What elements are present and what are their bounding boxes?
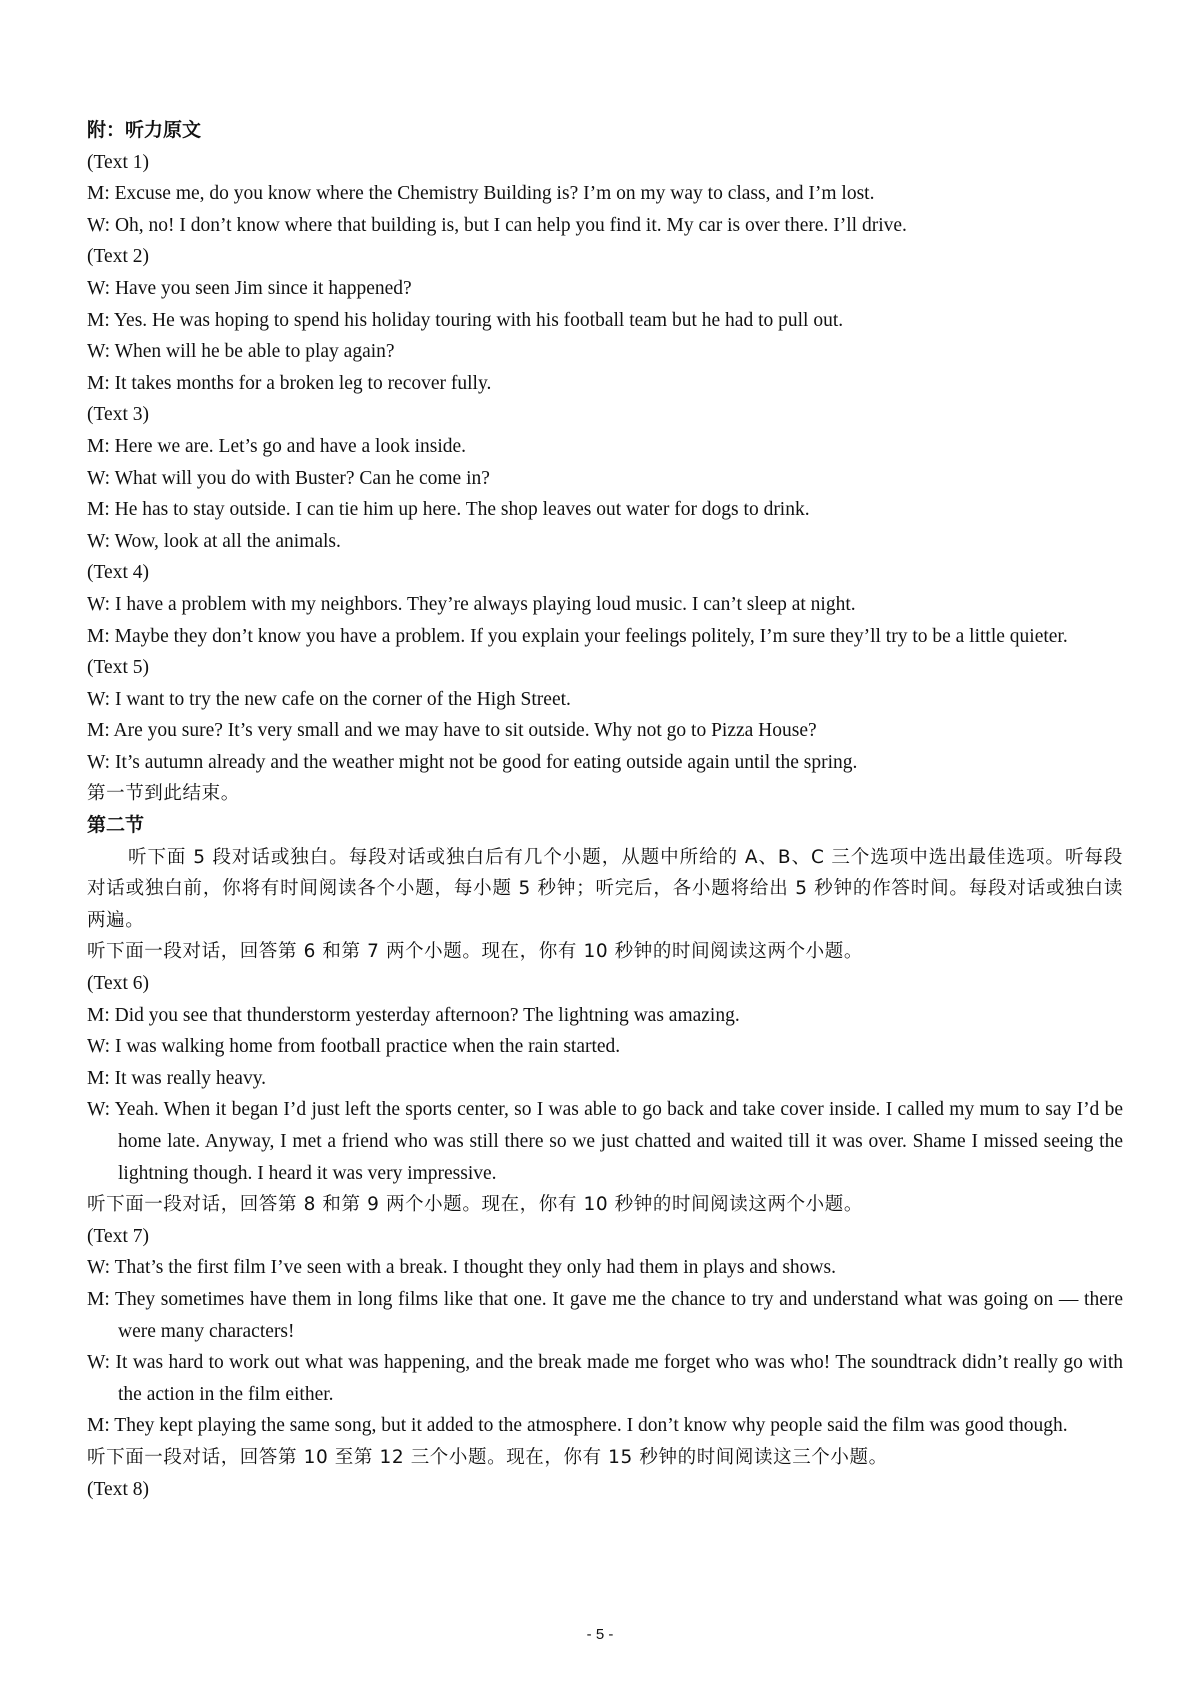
dialogue-line: W: What will you do with Buster? Can he come in? xyxy=(87,467,490,489)
dialogue-line: W: I was walking home from football practice when the rain started. xyxy=(87,1036,621,1058)
instruction-line: 听下面一段对话，回答第 10 至第 12 三个小题。现在，你有 15 秒钟的时间阅读这三个小题。 xyxy=(87,1446,888,1468)
text-label: (Text 3) xyxy=(87,404,149,426)
instruction-line: 听下面一段对话，回答第 6 和第 7 两个小题。现在，你有 10 秒钟的时间阅读这两个小题。 xyxy=(87,941,863,963)
section-heading: 第二节 xyxy=(87,814,145,837)
dialogue-line: M: They kept playing the same song, but it added to the atmosphere. I don’t know why people said the film was good though. xyxy=(87,1415,1068,1437)
dialogue-line: W: It’s autumn already and the weather might not be good for eating outside again until the spring. xyxy=(87,751,858,773)
dialogue-line: W: I want to try the new cafe on the corner of the High Street. xyxy=(87,688,571,710)
dialogue-line: W: Wow, look at all the animals. xyxy=(87,530,341,552)
instruction-paragraph: 听下面 5 段对话或独白。每段对话或独白后有几个小题，从题中所给的 A、B、C 三个选项中选出最佳选项。听每段对话或独白前，你将有时间阅读各个小题，每小题 5 秒钟；听完后，各小题将给出 5 秒钟的作答时间。每段对话或独白读两遍。 xyxy=(87,846,1123,931)
page-number: - 5 - xyxy=(586,1626,614,1643)
dialogue-line: W: That’s the first film I’ve seen with a break. I thought they only had them in plays and shows. xyxy=(87,1257,836,1279)
instruction-line: 第一节到此结束。 xyxy=(87,783,240,805)
dialogue-line: M: They sometimes have them in long films like that one. It gave me the chance to try and understand what was going on — there were many characters! xyxy=(87,1288,1123,1342)
instruction-line: 听下面一段对话，回答第 8 和第 9 两个小题。现在，你有 10 秒钟的时间阅读这两个小题。 xyxy=(87,1194,863,1216)
dialogue-line: W: Oh, no! I don’t know where that building is, but I can help you find it. My car is over there. I’ll drive. xyxy=(87,214,907,236)
dialogue-line: W: Have you seen Jim since it happened? xyxy=(87,277,412,299)
dialogue-line: M: Did you see that thunderstorm yesterday afternoon? The lightning was amazing. xyxy=(87,1004,740,1026)
dialogue-line: M: He has to stay outside. I can tie him up here. The shop leaves out water for dogs to drink. xyxy=(87,499,810,521)
transcript-page xyxy=(87,115,1123,1505)
dialogue-line: M: Excuse me, do you know where the Chemistry Building is? I’m on my way to class, and I’m lost. xyxy=(87,183,875,205)
dialogue-line: M: Are you sure? It’s very small and we may have to sit outside. Why not go to Pizza House? xyxy=(87,720,817,742)
dialogue-line: M: Maybe they don’t know you have a problem. If you explain your feelings politely, I’m sure they’ll try to be a little quieter. xyxy=(87,625,1068,647)
dialogue-line: M: It takes months for a broken leg to recover fully. xyxy=(87,372,492,394)
transcript-body xyxy=(87,147,1123,1506)
dialogue-line: W: When will he be able to play again? xyxy=(87,341,395,363)
text-label: (Text 7) xyxy=(87,1225,149,1247)
text-label: (Text 5) xyxy=(87,657,149,679)
dialogue-line: W: Yeah. When it began I’d just left the sports center, so I was able to go back and take cover inside. I called my mum to say I’d be home late. Anyway, I met a friend who was still there so we just chatted and waited till it was over. Shame I missed seeing the lightning though. I heard it was very impressive. xyxy=(87,1099,1123,1184)
text-label: (Text 2) xyxy=(87,246,149,268)
page-heading: 附：听力原文 xyxy=(87,119,202,141)
text-label: (Text 6) xyxy=(87,973,149,995)
text-label: (Text 4) xyxy=(87,562,149,584)
dialogue-line: W: I have a problem with my neighbors. They’re always playing loud music. I can’t sleep at night. xyxy=(87,593,856,615)
dialogue-line: M: It was really heavy. xyxy=(87,1067,267,1089)
dialogue-line: W: It was hard to work out what was happening, and the break made me forget who was who! The soundtrack didn’t really go with the action in the film either. xyxy=(87,1352,1123,1405)
text-label: (Text 8) xyxy=(87,1478,149,1500)
dialogue-line: M: Yes. He was hoping to spend his holiday touring with his football team but he had to pull out. xyxy=(87,309,844,331)
dialogue-line: M: Here we are. Let’s go and have a look inside. xyxy=(87,435,467,457)
text-label: (Text 1) xyxy=(87,151,149,173)
